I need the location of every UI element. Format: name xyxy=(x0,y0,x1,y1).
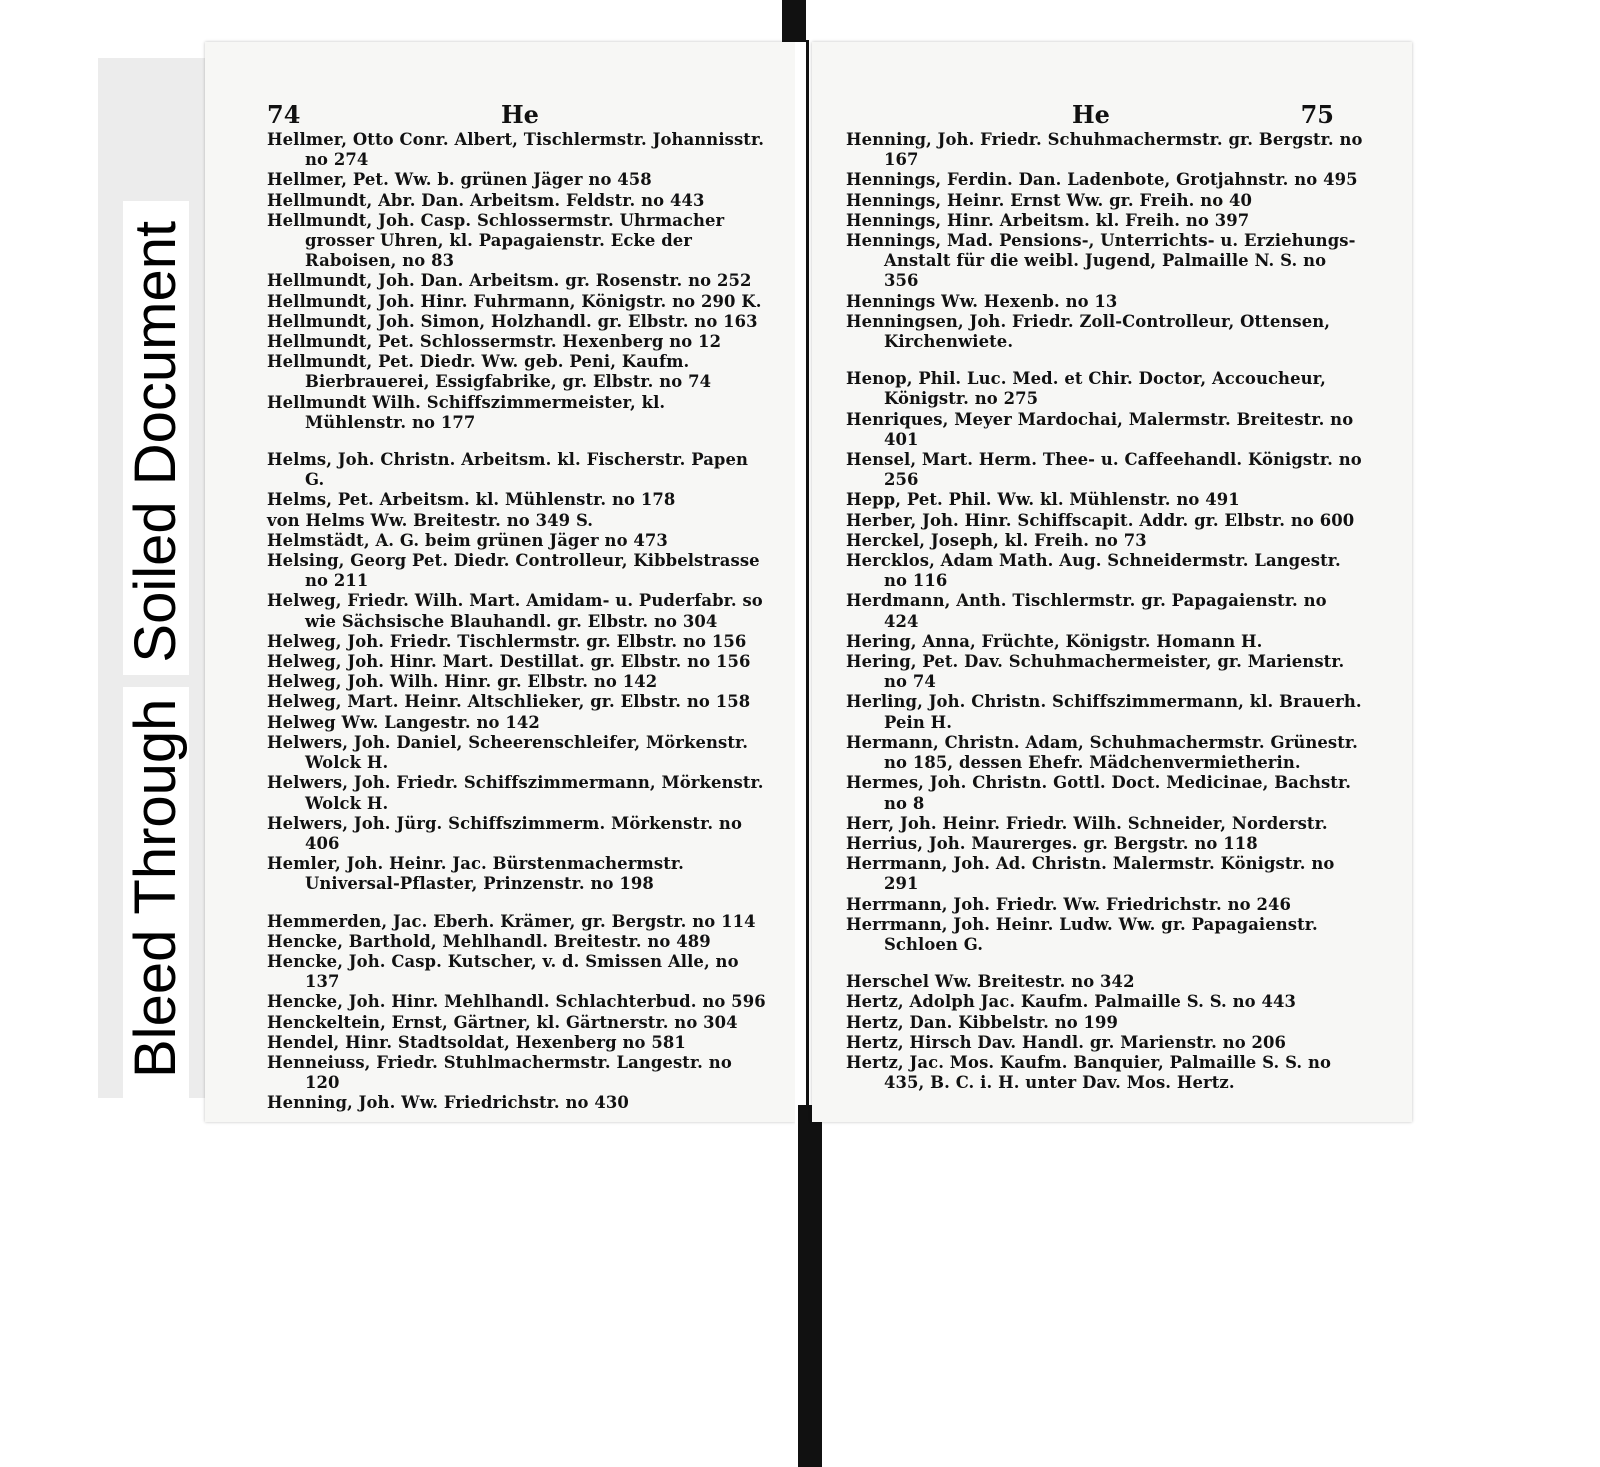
directory-entry: Hennings Ww. Hexenb. no 13 xyxy=(846,291,1118,311)
directory-entry: Helwers, Joh. Daniel, Scheerenschleifer, Mörkenstr. Wolck H. xyxy=(267,732,749,773)
directory-entry: Hellmundt, Pet. Diedr. Ww. geb. Peni, Kaufm. Bierbrauerei, Essigfabrike, gr. Elbstr. no 74 xyxy=(267,352,712,392)
directory-entry: Hepp, Pet. Phil. Ww. kl. Mühlenstr. no 491 xyxy=(846,490,1240,510)
directory-entry: Hemmerden, Jac. Eberh. Krämer, gr. Bergstr. no 114 xyxy=(267,911,756,931)
directory-entry: Hennings, Hinr. Arbeitsm. kl. Freih. no 397 xyxy=(846,210,1250,230)
gutter-shadow-top xyxy=(782,0,806,42)
watermark-label-line1: Bleed Through xyxy=(123,687,189,1098)
right-page-running-head: He xyxy=(1072,100,1110,129)
right-page-entries xyxy=(846,130,1366,1093)
directory-entry: Herdmann, Anth. Tischlermstr. gr. Papagaienstr. no 424 xyxy=(846,591,1327,631)
directory-entry: Hennings, Heinr. Ernst Ww. gr. Freih. no 40 xyxy=(846,190,1253,210)
directory-entry: Helweg, Friedr. Wilh. Mart. Amidam- u. Puderfabr. so wie Sächsische Blauhandl. gr. Elbstr. no 304 xyxy=(267,591,763,631)
directory-entry: Hermann, Christn. Adam, Schuhmachermstr. Grünestr. no 185, dessen Ehefr. Mädchenvermietherin. xyxy=(846,732,1358,773)
directory-entry: Hellmundt, Pet. Schlossermstr. Hexenberg no 12 xyxy=(267,332,722,352)
directory-entry: Hertz, Jac. Mos. Kaufm. Banquier, Palmaille S. S. no 435, B. C. i. H. unter Dav. Mos. Hertz. xyxy=(846,1052,1332,1093)
directory-entry: Hencke, Joh. Hinr. Mehlhandl. Schlachterbud. no 596 xyxy=(267,992,766,1012)
directory-entry: Henckeltein, Ernst, Gärtner, kl. Gärtnerstr. no 304 xyxy=(267,1012,738,1032)
directory-entry: Hemler, Joh. Heinr. Jac. Bürstenmachermstr. Universal-Pflaster, Prinzenstr. no 198 xyxy=(267,854,684,894)
directory-entry: Herckel, Joseph, kl. Freih. no 73 xyxy=(846,530,1147,550)
directory-entry: Herling, Joh. Christn. Schiffszimmermann, kl. Brauerh. Pein H. xyxy=(846,692,1362,732)
watermark-label-line2: Soiled Document xyxy=(123,201,189,675)
gutter-shadow-bottom xyxy=(798,1105,822,1467)
left-page-number: 74 xyxy=(267,100,301,129)
directory-entry: Helweg, Joh. Wilh. Hinr. gr. Elbstr. no 142 xyxy=(267,672,658,692)
directory-entry: Hertz, Dan. Kibbelstr. no 199 xyxy=(846,1012,1119,1032)
directory-entry: Henriques, Meyer Mardochai, Malermstr. Breitestr. no 401 xyxy=(846,409,1354,449)
directory-entry: von Helms Ww. Breitestr. no 349 S. xyxy=(267,510,594,530)
directory-entry: Hellmundt, Joh. Hinr. Fuhrmann, Königstr. no 290 K. xyxy=(267,291,762,311)
directory-entry: Herrmann, Joh. Ad. Christn. Malermstr. Königstr. no 291 xyxy=(846,854,1335,894)
directory-entry: Herrius, Joh. Maurerges. gr. Bergstr. no 118 xyxy=(846,833,1258,853)
right-page xyxy=(812,42,1412,1122)
directory-entry: Herber, Joh. Hinr. Schiffscapit. Addr. gr. Elbstr. no 600 xyxy=(846,510,1355,530)
directory-entry: Helweg, Mart. Heinr. Altschlieker, gr. Elbstr. no 158 xyxy=(267,692,751,712)
directory-entry: Helwers, Joh. Friedr. Schiffszimmermann, Mörkenstr. Wolck H. xyxy=(267,773,764,813)
directory-entry: Hensel, Mart. Herm. Thee- u. Caffeehandl. Königstr. no 256 xyxy=(846,450,1362,490)
directory-entry: Hennings, Ferdin. Dan. Ladenbote, Grotjahnstr. no 495 xyxy=(846,170,1358,190)
directory-entry: Hercklos, Adam Math. Aug. Schneidermstr. Langestr. no 116 xyxy=(846,551,1341,591)
directory-entry: Hellmundt, Joh. Simon, Holzhandl. gr. Elbstr. no 163 xyxy=(267,311,758,331)
directory-entry: Hering, Pet. Dav. Schuhmachermeister, gr. Marienstr. no 74 xyxy=(846,652,1345,692)
directory-entry: Hennings, Mad. Pensions-, Unterrichts- u. Erziehungs-Anstalt für die weibl. Jugend, Palmaille N. S. no 356 xyxy=(846,231,1356,291)
directory-entry: Henningsen, Joh. Friedr. Zoll-Controlleur, Ottensen, Kirchenwiete. xyxy=(846,311,1331,352)
directory-entry: Henning, Joh. Ww. Friedrichstr. no 430 xyxy=(267,1093,629,1113)
directory-entry: Helweg, Joh. Hinr. Mart. Destillat. gr. Elbstr. no 156 xyxy=(267,652,751,672)
gutter-line xyxy=(806,40,809,1130)
directory-entry: Hellmundt, Joh. Dan. Arbeitsm. gr. Rosenstr. no 252 xyxy=(267,271,752,291)
directory-entry: Helms, Joh. Christn. Arbeitsm. kl. Fischerstr. Papen G. xyxy=(267,450,749,490)
directory-entry: Hellmer, Otto Conr. Albert, Tischlermstr. Johannisstr. no 274 xyxy=(267,130,765,170)
directory-entry: Herschel Ww. Breitestr. no 342 xyxy=(846,972,1135,992)
directory-entry: Hering, Anna, Früchte, Königstr. Homann H. xyxy=(846,631,1263,651)
watermark-label xyxy=(98,58,213,1098)
directory-entry: Herrmann, Joh. Heinr. Ludw. Ww. gr. Papagaienstr. Schloen G. xyxy=(846,914,1318,954)
directory-entry: Helwers, Joh. Jürg. Schiffszimmerm. Mörkenstr. no 406 xyxy=(267,813,742,853)
directory-entry: Helweg, Joh. Friedr. Tischlermstr. gr. Elbstr. no 156 xyxy=(267,631,747,651)
directory-entry: Henop, Phil. Luc. Med. et Chir. Doctor, Accoucheur, Königstr. no 275 xyxy=(846,369,1326,409)
directory-entry: Hencke, Joh. Casp. Kutscher, v. d. Smissen Alle, no 137 xyxy=(267,951,739,992)
directory-entry: Henneiuss, Friedr. Stuhlmachermstr. Langestr. no 120 xyxy=(267,1052,732,1093)
left-page-running-head: He xyxy=(501,100,539,129)
directory-entry: Hertz, Adolph Jac. Kaufm. Palmaille S. S. no 443 xyxy=(846,992,1297,1012)
directory-entry: Henning, Joh. Friedr. Schuhmachermstr. gr. Bergstr. no 167 xyxy=(846,130,1363,170)
directory-entry: Hermes, Joh. Christn. Gottl. Doct. Medicinae, Bachstr. no 8 xyxy=(846,773,1352,813)
directory-entry: Herrmann, Joh. Friedr. Ww. Friedrichstr. no 246 xyxy=(846,894,1292,914)
left-page xyxy=(205,42,795,1122)
directory-entry: Hencke, Barthold, Mehlhandl. Breitestr. no 489 xyxy=(267,931,711,951)
left-page-entries xyxy=(267,130,767,1114)
directory-entry: Hendel, Hinr. Stadtsoldat, Hexenberg no 581 xyxy=(267,1032,686,1052)
directory-entry: Hellmundt, Abr. Dan. Arbeitsm. Feldstr. no 443 xyxy=(267,190,705,210)
directory-entry: Helms, Pet. Arbeitsm. kl. Mühlenstr. no 178 xyxy=(267,490,676,510)
directory-entry: Hellmundt Wilh. Schiffszimmermeister, kl. Mühlenstr. no 177 xyxy=(267,392,666,432)
directory-entry: Herr, Joh. Heinr. Friedr. Wilh. Schneider, Norderstr. xyxy=(846,813,1328,833)
right-page-number: 75 xyxy=(1300,100,1334,129)
directory-entry: Helsing, Georg Pet. Diedr. Controlleur, Kibbelstrasse no 211 xyxy=(267,551,760,591)
directory-entry: Helmstädt, A. G. beim grünen Jäger no 473 xyxy=(267,530,668,550)
directory-entry: Hertz, Hirsch Dav. Handl. gr. Marienstr. no 206 xyxy=(846,1032,1287,1052)
directory-entry: Hellmer, Pet. Ww. b. grünen Jäger no 458 xyxy=(267,170,652,190)
directory-entry: Hellmundt, Joh. Casp. Schlossermstr. Uhrmacher grosser Uhren, kl. Papagaienstr. Ecke der Raboisen, no 83 xyxy=(267,210,725,271)
directory-entry: Helweg Ww. Langestr. no 142 xyxy=(267,712,540,732)
